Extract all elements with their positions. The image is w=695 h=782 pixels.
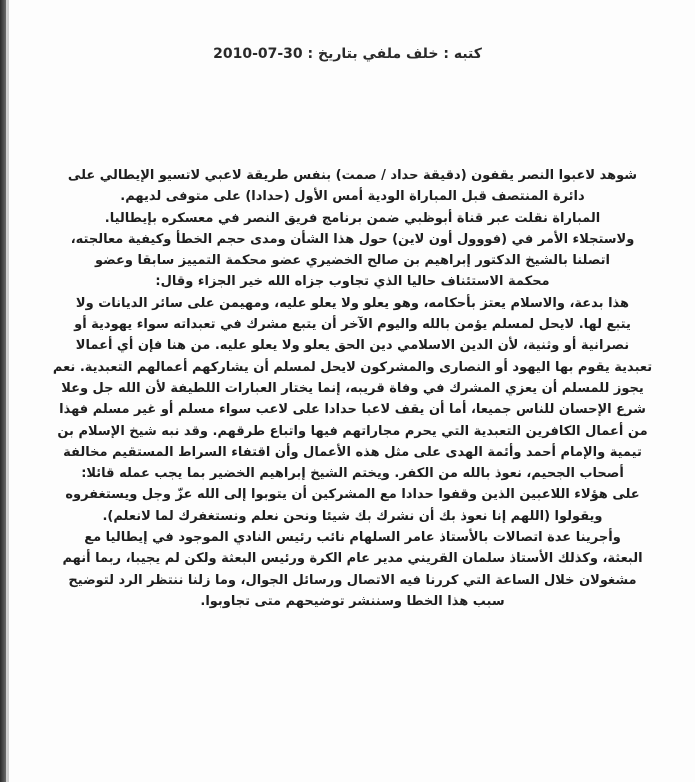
- article-line: تعبدية يقوم بها اليهود أو النصارى والمشركون لايحل لمسلم أن يشاركهم أعمالهم التعبدية. نعم: [52, 359, 653, 375]
- article-line: تيمية والإمام أحمد وأئمة الهدى على مثل هذه الأعمال وأن اقتفاء السراط المستقيم مخالفة: [63, 444, 642, 460]
- article-line: ويقولوا (اللهم إنا نعوذ بك أن نشرك بك شيئا ونحن نعلم ونستغفرك لما لانعلم).: [102, 508, 603, 524]
- article-body: [16, 165, 689, 612]
- article-line: يتبع لها. لايحل لمسلم يؤمن بالله واليوم الآخر أن يتبع مشرك في تعبداته سواء يهودية أو: [74, 317, 631, 333]
- article-line: من أعمال الكافرين التعبدية التي يحرم مجاراتهم فيها واتباع طرقهم. وقد نبه شيخ الإسلام بن: [57, 423, 648, 439]
- left-border: [0, 0, 6, 782]
- article-line: يجوز للمسلم أن يعزي المشرك في وفاة قريبه، إنما يختار العبارات اللطيفة لأن الله جل وعلا: [61, 380, 644, 396]
- article-line: على هؤلاء اللاعبين الذين وقفوا حدادا مع المشركين أن يتوبوا إلى الله عزّ وجل ويستغفروه: [65, 487, 640, 503]
- article-line: محكمة الاستئناف حاليا الذي تجاوب جزاه الله خير الجزاء وقال:: [155, 274, 550, 290]
- article-line: شوهد لاعبوا النصر يقفون (دقيقة حداد / صمت) بنفس طريقة لاعبي لاتسيو الإيطالي على: [67, 168, 638, 183]
- article-line: شرع الإحسان للناس جميعا، أما أن يقف لاعبا حدادا على لاعب سواء مسلم أو غير مسلم فهذا: [59, 402, 646, 418]
- article-line: سبب هذا الخطا وسننشر توضيحهم متى تجاوبوا.: [200, 593, 505, 609]
- article-line: دائرة المنتصف قبل المباراة الودية أمس الأول (حدادا) على متوفى لديهم.: [120, 189, 585, 205]
- article-line: البعثة، وكذلك الأستاذ سلمان القريني مدير عام الكرة ورئيس البعثة ولكن لم يجيبا، ربما أنهم: [62, 551, 643, 567]
- article-line: مشغولان خلال الساعة التي كررنا فيه الاتصال ورسائل الجوال، وما زلنا ننتظر الرد لتوضيح: [68, 572, 637, 588]
- article-line: ولاستجلاء الأمر في (فووول أون لاين) حول هذا الشأن ومدى حجم الخطأ وكيفية معالجته،: [70, 231, 635, 247]
- byline: كتبه : خلف ملفي بتاريخ : 30-07-2010: [213, 46, 482, 62]
- article-line: أصحاب الجحيم، نعوذ بالله من الكفر. ويختم الشيخ إبراهيم الخضير بما يجب عمله قائلا:: [81, 466, 624, 482]
- article-line: وأجرينا عدة اتصالات بالأستاذ عامر السلهام نائب رئيس النادي الموجود في إيطاليا مع: [84, 530, 621, 546]
- article-line: المباراة نقلت عبر قناة أبوظبي ضمن برنامج فريق النصر في معسكره بإيطاليا.: [104, 210, 601, 226]
- article-line: اتصلنا بالشيخ الدكتور إبراهيم بن صالح الخضيري عضو محكمة التمييز سابقا وعضو: [95, 253, 610, 269]
- article-line: نصرانية أو وثنية، لأن الدين الاسلامي دين الحق يعلو ولا يعلو عليه. من هنا فإن أي أعمالا: [75, 338, 630, 354]
- article-line: هذا بدعة، والاسلام يعتز بأحكامه، وهو يعلو ولا يعلو عليه، ومهيمن على سائر الديانات ولا: [75, 295, 630, 311]
